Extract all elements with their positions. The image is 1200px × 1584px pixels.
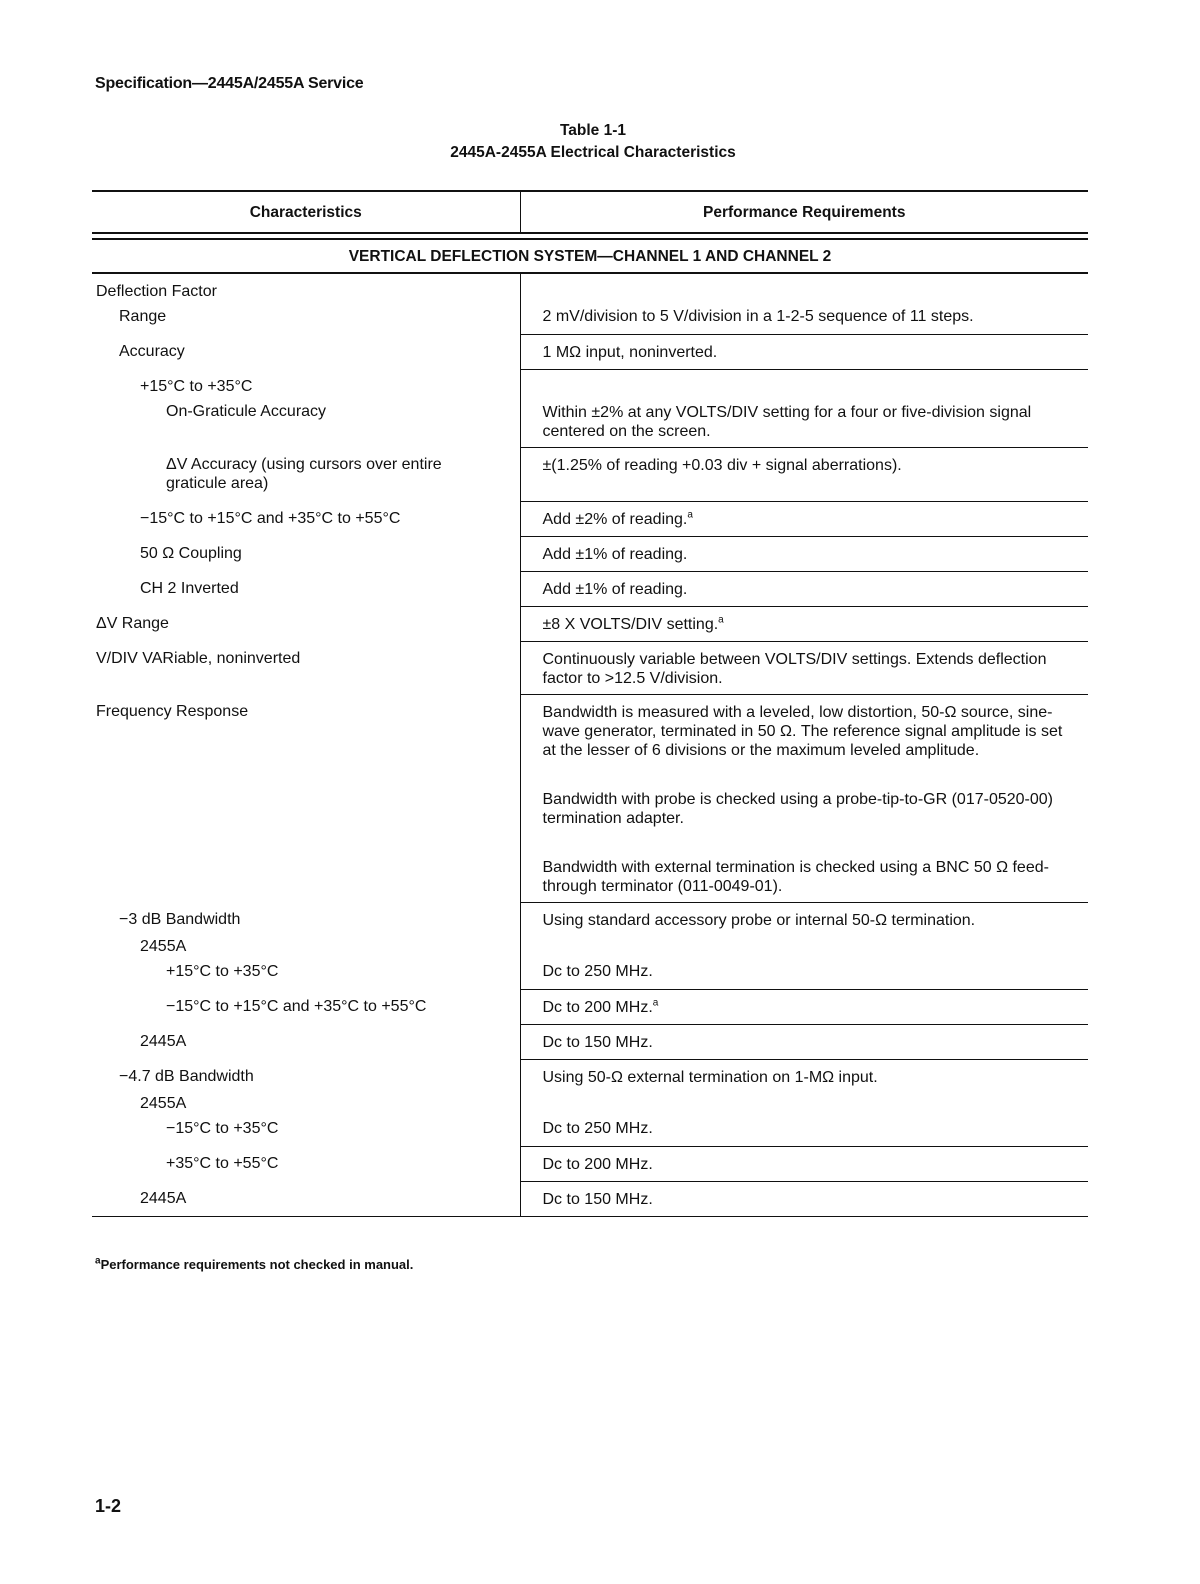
page-number: 1-2 [95,1496,122,1516]
table-row [92,369,1088,447]
performance-text: ±8 X VOLTS/DIV setting. [542,615,719,633]
performance-text: Continuously variable between VOLTS/DIV settings. Extends deflection factor to >12.5 V/division. [542,650,1047,687]
characteristic-label: CH 2 Inverted [140,580,239,597]
table-row [92,334,1088,369]
table-row [92,273,1088,334]
performance-text: Using 50-Ω external termination on 1-MΩ input. [542,1068,878,1086]
table-row [92,937,1088,989]
characteristic-label: On-Graticule Accuracy [166,403,327,420]
table-row [92,447,1088,501]
performance-paragraph: Bandwidth with external termination is checked using a BNC 50 Ω feed-through terminator (011-0049-01). [542,858,1049,895]
table-row [92,1146,1088,1181]
table-caption [0,120,1186,164]
table-row [92,1059,1088,1094]
performance-text: ±(1.25% of reading +0.03 div + signal aberrations). [542,456,902,474]
table-row [92,536,1088,571]
characteristic-label: +15°C to +35°C [166,963,279,980]
performance-text: Add ±1% of reading. [542,580,688,598]
performance-text: Dc to 150 MHz. [542,1190,653,1208]
characteristic-label: −15°C to +15°C and +35°C to +55°C [140,510,401,527]
characteristic-label: +35°C to +55°C [166,1155,279,1172]
characteristic-label: −4.7 dB Bandwidth [119,1068,254,1085]
performance-text: Dc to 250 MHz. [542,1120,653,1137]
column-header-characteristics: Characteristics [92,191,520,233]
footnote-marker: a [718,614,724,626]
running-header: Specification—2445A/2455A Service [95,75,364,92]
performance-text: Add ±2% of reading. [542,510,688,528]
performance-text: Using standard accessory probe or internal 50-Ω termination. [542,911,976,929]
section-row [92,239,1088,273]
table-number: Table 1-1 [559,122,627,139]
characteristic-label: 50 Ω Coupling [140,545,242,562]
characteristic-label: +15°C to +35°C [140,378,253,395]
table-row [92,989,1088,1024]
table-row [92,501,1088,536]
characteristic-label: 2455A [140,938,187,955]
characteristic-label: −15°C to +35°C [166,1120,279,1137]
table-header-row [92,191,1088,233]
performance-paragraph: Bandwidth is measured with a leveled, low distortion, 50-Ω source, sine-wave generator, terminated in 50 Ω. The reference signal amplitude is set at the lesser of 6 divisions or the maximum leveled amplitude. [542,703,1063,759]
characteristic-label: ΔV Range [96,615,169,632]
table-row [92,606,1088,641]
characteristic-label: ΔV Accuracy (using cursors over entire graticule area) [166,456,442,492]
characteristic-label: Accuracy [119,343,185,360]
table-row [92,571,1088,606]
electrical-characteristics-table [92,190,1088,1217]
footnote-mark: a [95,1255,101,1267]
table-title: 2445A-2455A Electrical Characteristics [450,144,736,161]
performance-text: Dc to 150 MHz. [542,1033,653,1051]
characteristic-label: 2445A [140,1190,187,1207]
footnote-marker: a [652,997,659,1009]
footnote-text: Performance requirements not checked in manual. [100,1257,414,1272]
characteristic-label: −15°C to +15°C and +35°C to +55°C [166,998,427,1015]
performance-text: Within ±2% at any VOLTS/DIV setting for a four or five-division signal centered on the screen. [542,403,1032,440]
characteristic-label: Deflection Factor [96,283,217,300]
characteristic-label: −3 dB Bandwidth [119,911,241,928]
characteristic-label: V/DIV VARiable, noninverted [96,650,301,667]
section-title: VERTICAL DEFLECTION SYSTEM—CHANNEL 1 AND CHANNEL 2 [92,239,1088,273]
characteristic-label: Frequency Response [96,703,249,720]
footnote-marker: a [687,509,693,521]
table-row [92,1024,1088,1059]
performance-paragraph: Bandwidth with probe is checked using a probe-tip-to-GR (017-0520-00) termination adapter. [542,790,1053,827]
table-row [92,1181,1088,1217]
characteristic-label: 2455A [140,1095,187,1112]
performance-text: 2 mV/division to 5 V/division in a 1-2-5 sequence of 11 steps. [542,308,974,325]
characteristic-label: 2445A [140,1033,187,1050]
performance-text: Dc to 250 MHz. [542,963,653,980]
performance-text: 1 MΩ input, noninverted. [542,343,718,361]
performance-text: Dc to 200 MHz. [542,998,653,1016]
performance-text: Dc to 200 MHz. [542,1155,653,1173]
column-header-performance: Performance Requirements [520,191,1088,233]
table-row [92,902,1088,937]
footnote [95,1257,413,1272]
characteristic-label: Range [119,308,167,325]
table-row [92,694,1088,902]
table-row [92,641,1088,694]
table-row [92,1094,1088,1146]
performance-text: Add ±1% of reading. [542,545,688,563]
